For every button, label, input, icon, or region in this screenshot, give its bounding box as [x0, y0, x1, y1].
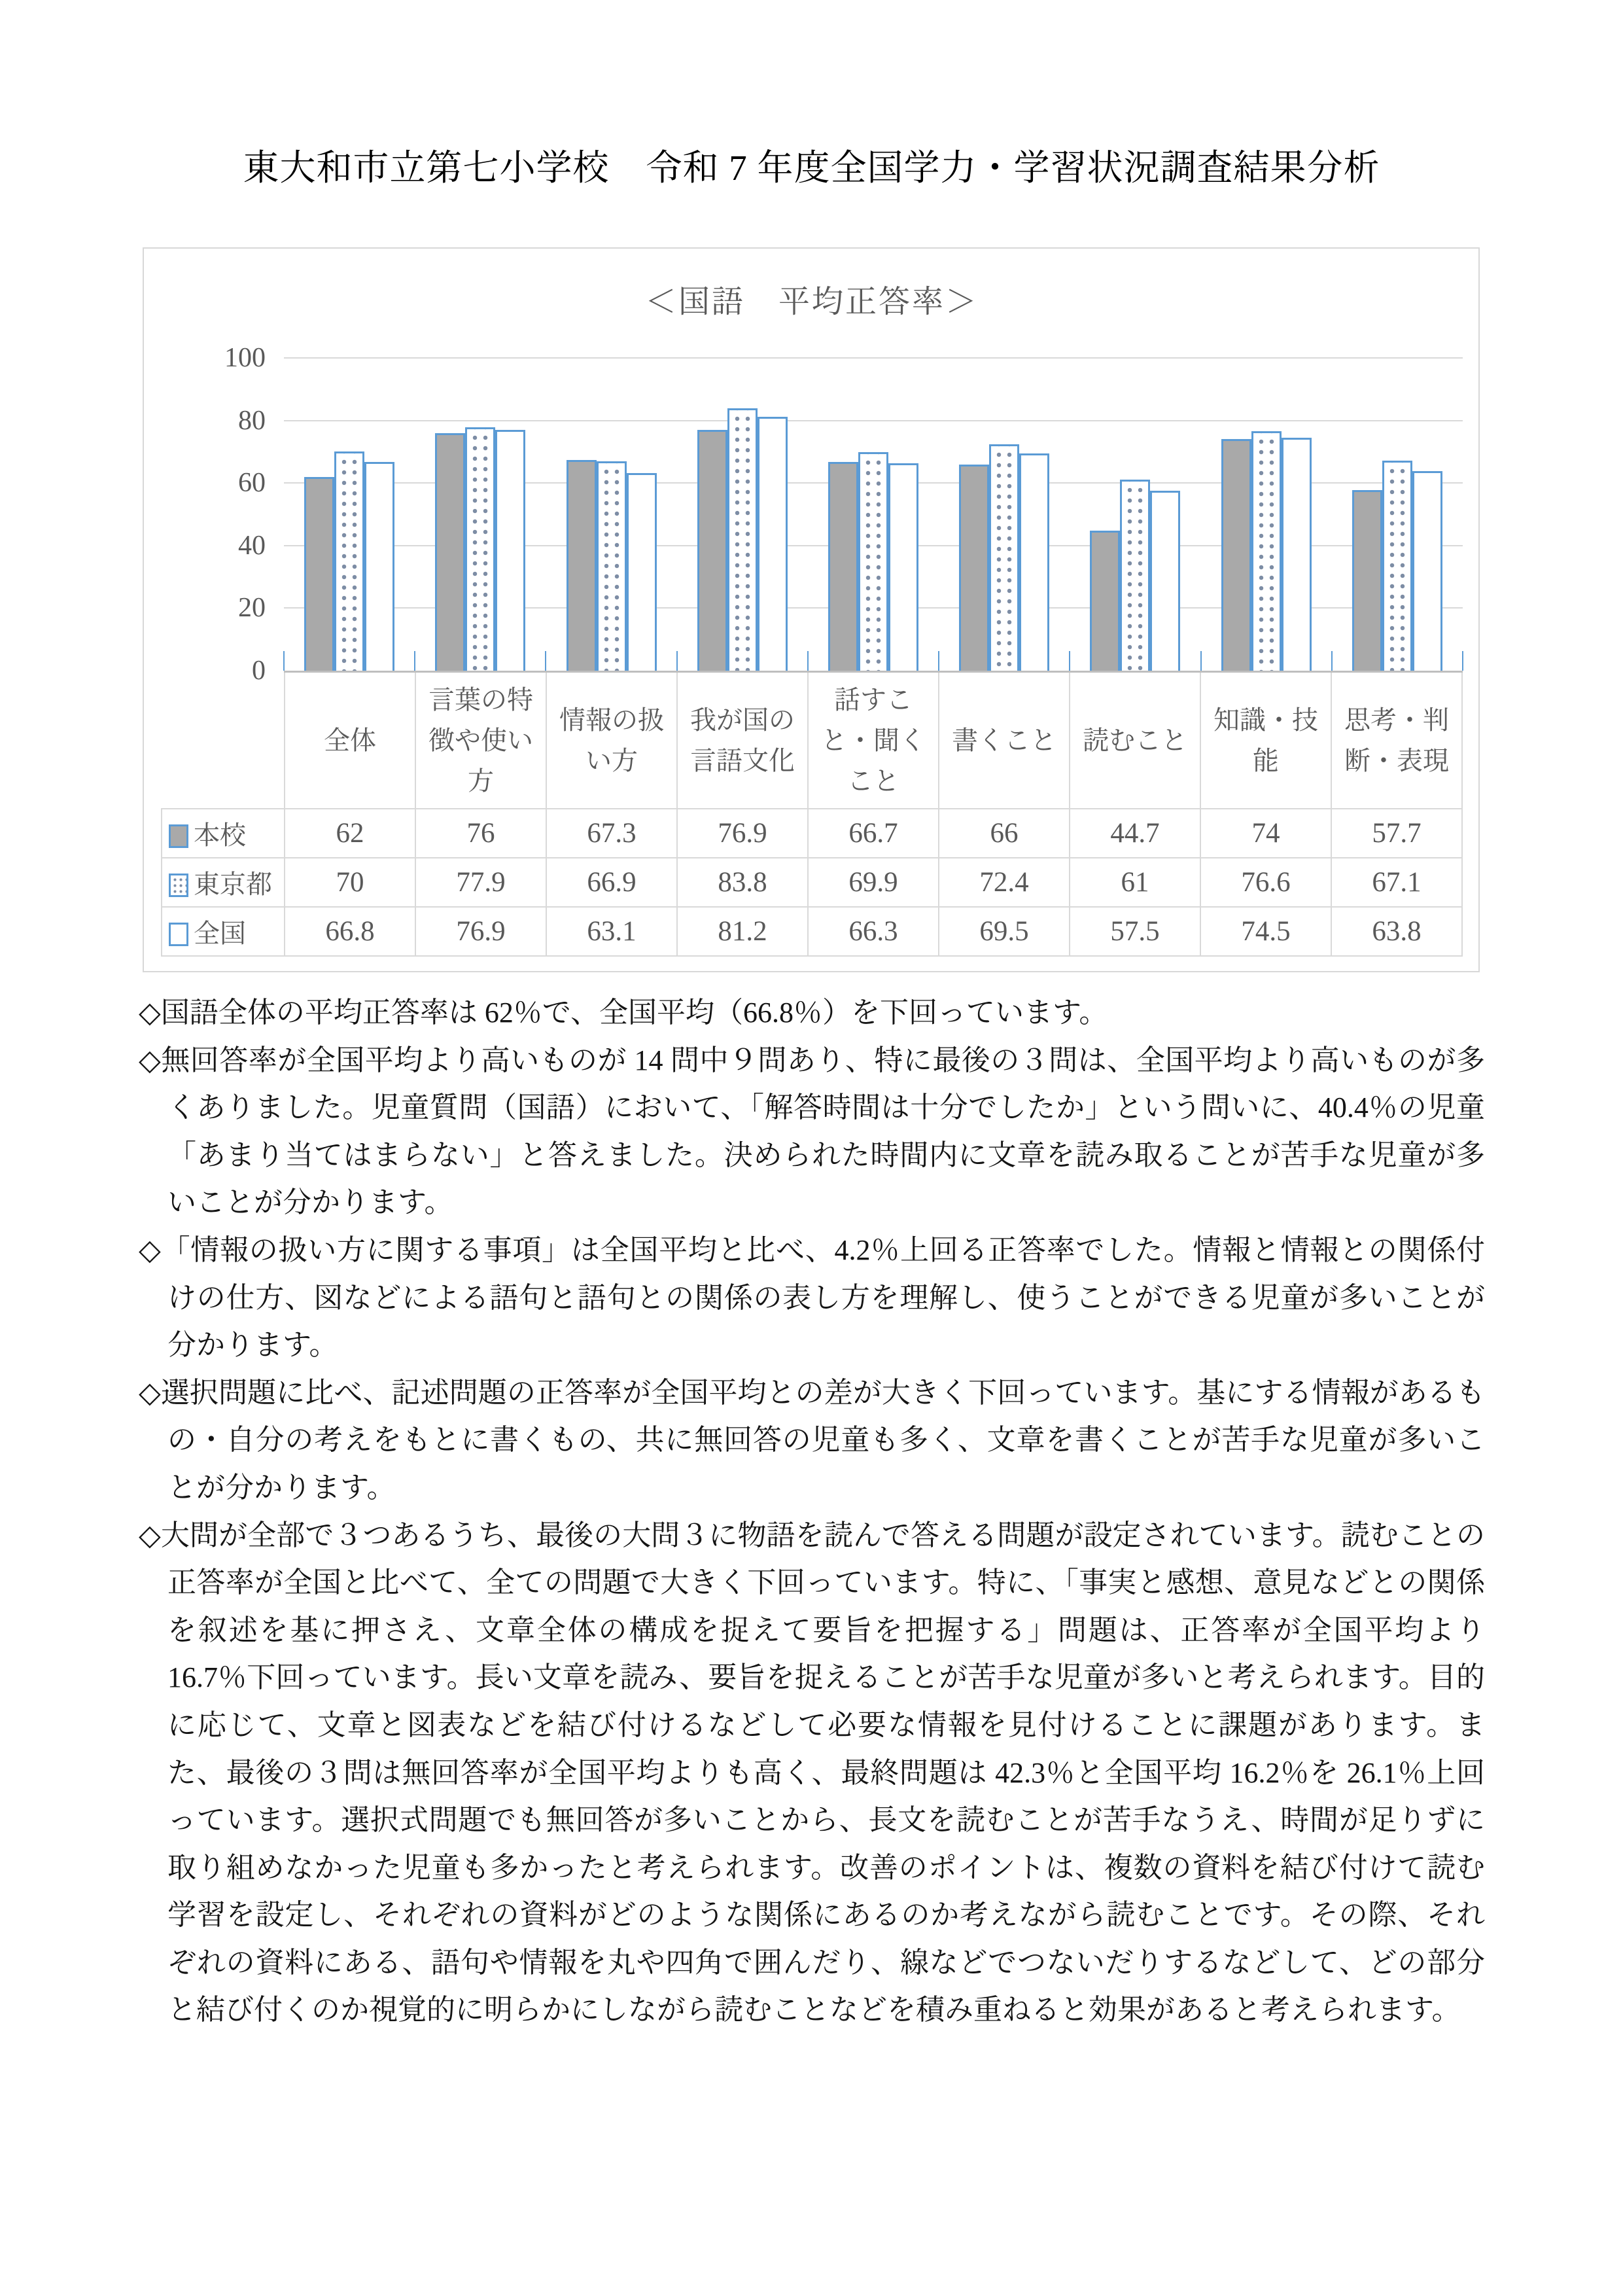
x-axis-tick [676, 651, 678, 671]
value-cell: 69.9 [808, 858, 939, 907]
value-cell: 76.6 [1200, 858, 1331, 907]
value-cell: 57.7 [1331, 809, 1462, 858]
chart-title: ＜国語 平均正答率＞ [644, 285, 979, 319]
bar-group-8 [1201, 358, 1332, 671]
y-tick-label: 100 [224, 343, 266, 373]
legend-swatch-gray-icon [169, 824, 188, 848]
category-header: 書くこと [939, 673, 1070, 809]
bar-本校 [828, 462, 858, 671]
bar-全国 [1412, 471, 1442, 671]
y-tick-label: 20 [238, 593, 266, 624]
bar-全国 [364, 462, 394, 671]
value-cell: 76 [415, 809, 546, 858]
analysis-paragraph: ◇国語全体の平均正答率は 62％で、全国平均（66.8％）を下回っています。 [139, 997, 1108, 1029]
x-axis-tick [1331, 651, 1333, 671]
plot-wrap [161, 343, 1463, 686]
bar-全国 [627, 473, 657, 671]
bar-group-4 [677, 358, 808, 671]
bar-東京都 [727, 408, 758, 671]
y-tick-label: 80 [238, 405, 266, 436]
category-header: 読むこと [1070, 673, 1200, 809]
x-axis-tick [545, 651, 546, 671]
series-name: 本校 [194, 821, 246, 850]
x-axis-tick [938, 651, 939, 671]
value-cell: 66.3 [808, 907, 939, 956]
bar-全国 [1282, 438, 1312, 671]
x-axis-tick [1069, 651, 1070, 671]
value-cell: 77.9 [415, 858, 546, 907]
value-cell: 63.8 [1331, 907, 1462, 956]
value-cell: 66.7 [808, 809, 939, 858]
value-cell: 61 [1070, 858, 1200, 907]
x-axis-tick [414, 651, 415, 671]
bar-全国 [1019, 453, 1049, 671]
value-cell: 67.1 [1331, 858, 1462, 907]
value-cell: 66.8 [285, 907, 415, 956]
legend-swatch-dotted-icon [169, 874, 188, 897]
series-legend-zenkoku [162, 907, 285, 956]
value-cell: 70 [285, 858, 415, 907]
bar-groups [284, 358, 1463, 671]
table-row-zenkoku [162, 907, 1462, 956]
y-tick-label: 0 [252, 656, 266, 686]
bar-本校 [1352, 490, 1382, 671]
category-header: 思考・判断・表現 [1331, 673, 1462, 809]
y-axis [161, 343, 284, 686]
value-cell: 66 [939, 809, 1070, 858]
bar-group-1 [284, 358, 415, 671]
bar-group-9 [1332, 358, 1463, 671]
bar-東京都 [1251, 431, 1282, 671]
table-corner-cell [162, 673, 285, 809]
analysis-section [139, 989, 1485, 2034]
series-legend-honko [162, 809, 285, 858]
bar-東京都 [1382, 461, 1412, 671]
plot-area [284, 358, 1463, 673]
legend-swatch-white-icon [169, 923, 188, 946]
analysis-paragraph: ◇大問が全部で３つあるうち、最後の大問３に物語を読んで答える問題が設定されています。読むことの正答率が全国と比べて、全ての問題で大きく下回っています。特に、「事実と感想、意見などとの関係を叙述を基に押さえ、文章全体の構成を捉えて要旨を把握する」問題は、正答率が全国平均より16.7％下回っています。長い文章を読み、要旨を捉えることが苦手な児童が多いと考えられます。目的に応じて、文章と図表などを結び付けるなどして必要な情報を見付けることに課題があります。また、最後の３問は無回答率が全国平均よりも高く、最終問題は 42.3％と全国平均 16.2％を 26.1％上回っています。選択式問題でも無回答が多いことから、長文を読むことが苦手なうえ、時間が足りずに取り組めなかった児童も多かったと考えられます。改善のポイントは、複数の資料を結び付けて読む学習を設定し、それぞれの資料がどのような関係にあるのか考えながら読むことです。その際、それぞれの資料にある、語句や情報を丸や四角で囲んだり、線などでつないだりするなどして、どの部分と結び付くのか視覚的に明らかにしながら読むことなどを積み重ねると効果があると考えられます。 [139, 1519, 1485, 2026]
value-cell: 63.1 [546, 907, 677, 956]
bar-group-6 [939, 358, 1070, 671]
bar-東京都 [597, 461, 627, 671]
bar-東京都 [989, 444, 1019, 671]
category-header: 全体 [285, 673, 415, 809]
bar-全国 [495, 430, 525, 671]
value-cell: 76.9 [415, 907, 546, 956]
category-header: 情報の扱い方 [546, 673, 677, 809]
analysis-paragraph: ◇選択問題に比べ、記述問題の正答率が全国平均との差が大きく下回っています。基にする情報があるもの・自分の考えをもとに書くもの、共に無回答の児童も多く、文章を書くことが苦手な児童が多いことが分かります。 [139, 1376, 1485, 1504]
value-cell: 83.8 [677, 858, 808, 907]
series-legend-tokyo [162, 858, 285, 907]
bar-本校 [1221, 439, 1251, 671]
value-cell: 74.5 [1200, 907, 1331, 956]
bar-group-2 [415, 358, 546, 671]
chart-data-table [161, 673, 1463, 957]
bar-全国 [1150, 491, 1180, 671]
table-row-honko [162, 809, 1462, 858]
bar-group-3 [546, 358, 676, 671]
value-cell: 81.2 [677, 907, 808, 956]
value-cell: 67.3 [546, 809, 677, 858]
value-cell: 66.9 [546, 858, 677, 907]
bar-東京都 [1120, 480, 1150, 671]
x-axis-tick [283, 651, 285, 671]
value-cell: 72.4 [939, 858, 1070, 907]
bar-東京都 [858, 452, 888, 671]
bar-本校 [435, 433, 465, 671]
category-header: 我が国の言語文化 [677, 673, 808, 809]
bar-group-7 [1070, 358, 1200, 671]
bar-本校 [959, 465, 989, 671]
series-name: 東京都 [194, 870, 272, 899]
bar-group-5 [808, 358, 939, 671]
table-row-tokyo [162, 858, 1462, 907]
bar-本校 [697, 430, 727, 671]
chart-container [143, 247, 1480, 972]
value-cell: 69.5 [939, 907, 1070, 956]
value-cell: 57.5 [1070, 907, 1200, 956]
value-cell: 76.9 [677, 809, 808, 858]
category-header: 言葉の特徴や使い方 [415, 673, 546, 809]
analysis-paragraph: ◇「情報の扱い方に関する事項」は全国平均と比べ、4.2％上回る正答率でした。情報と情報との関係付けの仕方、図などによる語句と語句との関係の表し方を理解し、使うことができる児童が多いことが分かります。 [139, 1233, 1485, 1362]
y-tick-label: 40 [238, 530, 266, 561]
analysis-paragraph: ◇無回答率が全国平均より高いものが 14 問中９問あり、特に最後の３問は、全国平均より高いものが多くありました。児童質問（国語）において、「解答時間は十分でしたか」という問いに、40.4％の児童「あまり当てはまらない」と答えました。決められた時間内に文章を読み取ることが苦手な児童が多いことが分かります。 [139, 1044, 1485, 1219]
category-header: 話すこと・聞くこと [808, 673, 939, 809]
bar-本校 [567, 460, 597, 671]
bar-本校 [304, 477, 334, 671]
bar-全国 [758, 417, 788, 671]
value-cell: 62 [285, 809, 415, 858]
series-name: 全国 [194, 919, 246, 948]
bar-全国 [888, 463, 918, 671]
bar-本校 [1090, 531, 1120, 671]
x-axis-tick [807, 651, 809, 671]
x-axis-tick [1200, 651, 1202, 671]
page-title: 東大和市立第七小学校 令和 7 年度全国学力・学習状況調査結果分析 [243, 148, 1380, 188]
table-header-row [162, 673, 1462, 809]
bar-東京都 [465, 427, 495, 671]
bar-東京都 [334, 451, 364, 671]
category-header: 知識・技能 [1200, 673, 1331, 809]
value-cell: 74 [1200, 809, 1331, 858]
y-tick-label: 60 [238, 468, 266, 499]
x-axis-tick [1462, 651, 1463, 671]
value-cell: 44.7 [1070, 809, 1200, 858]
